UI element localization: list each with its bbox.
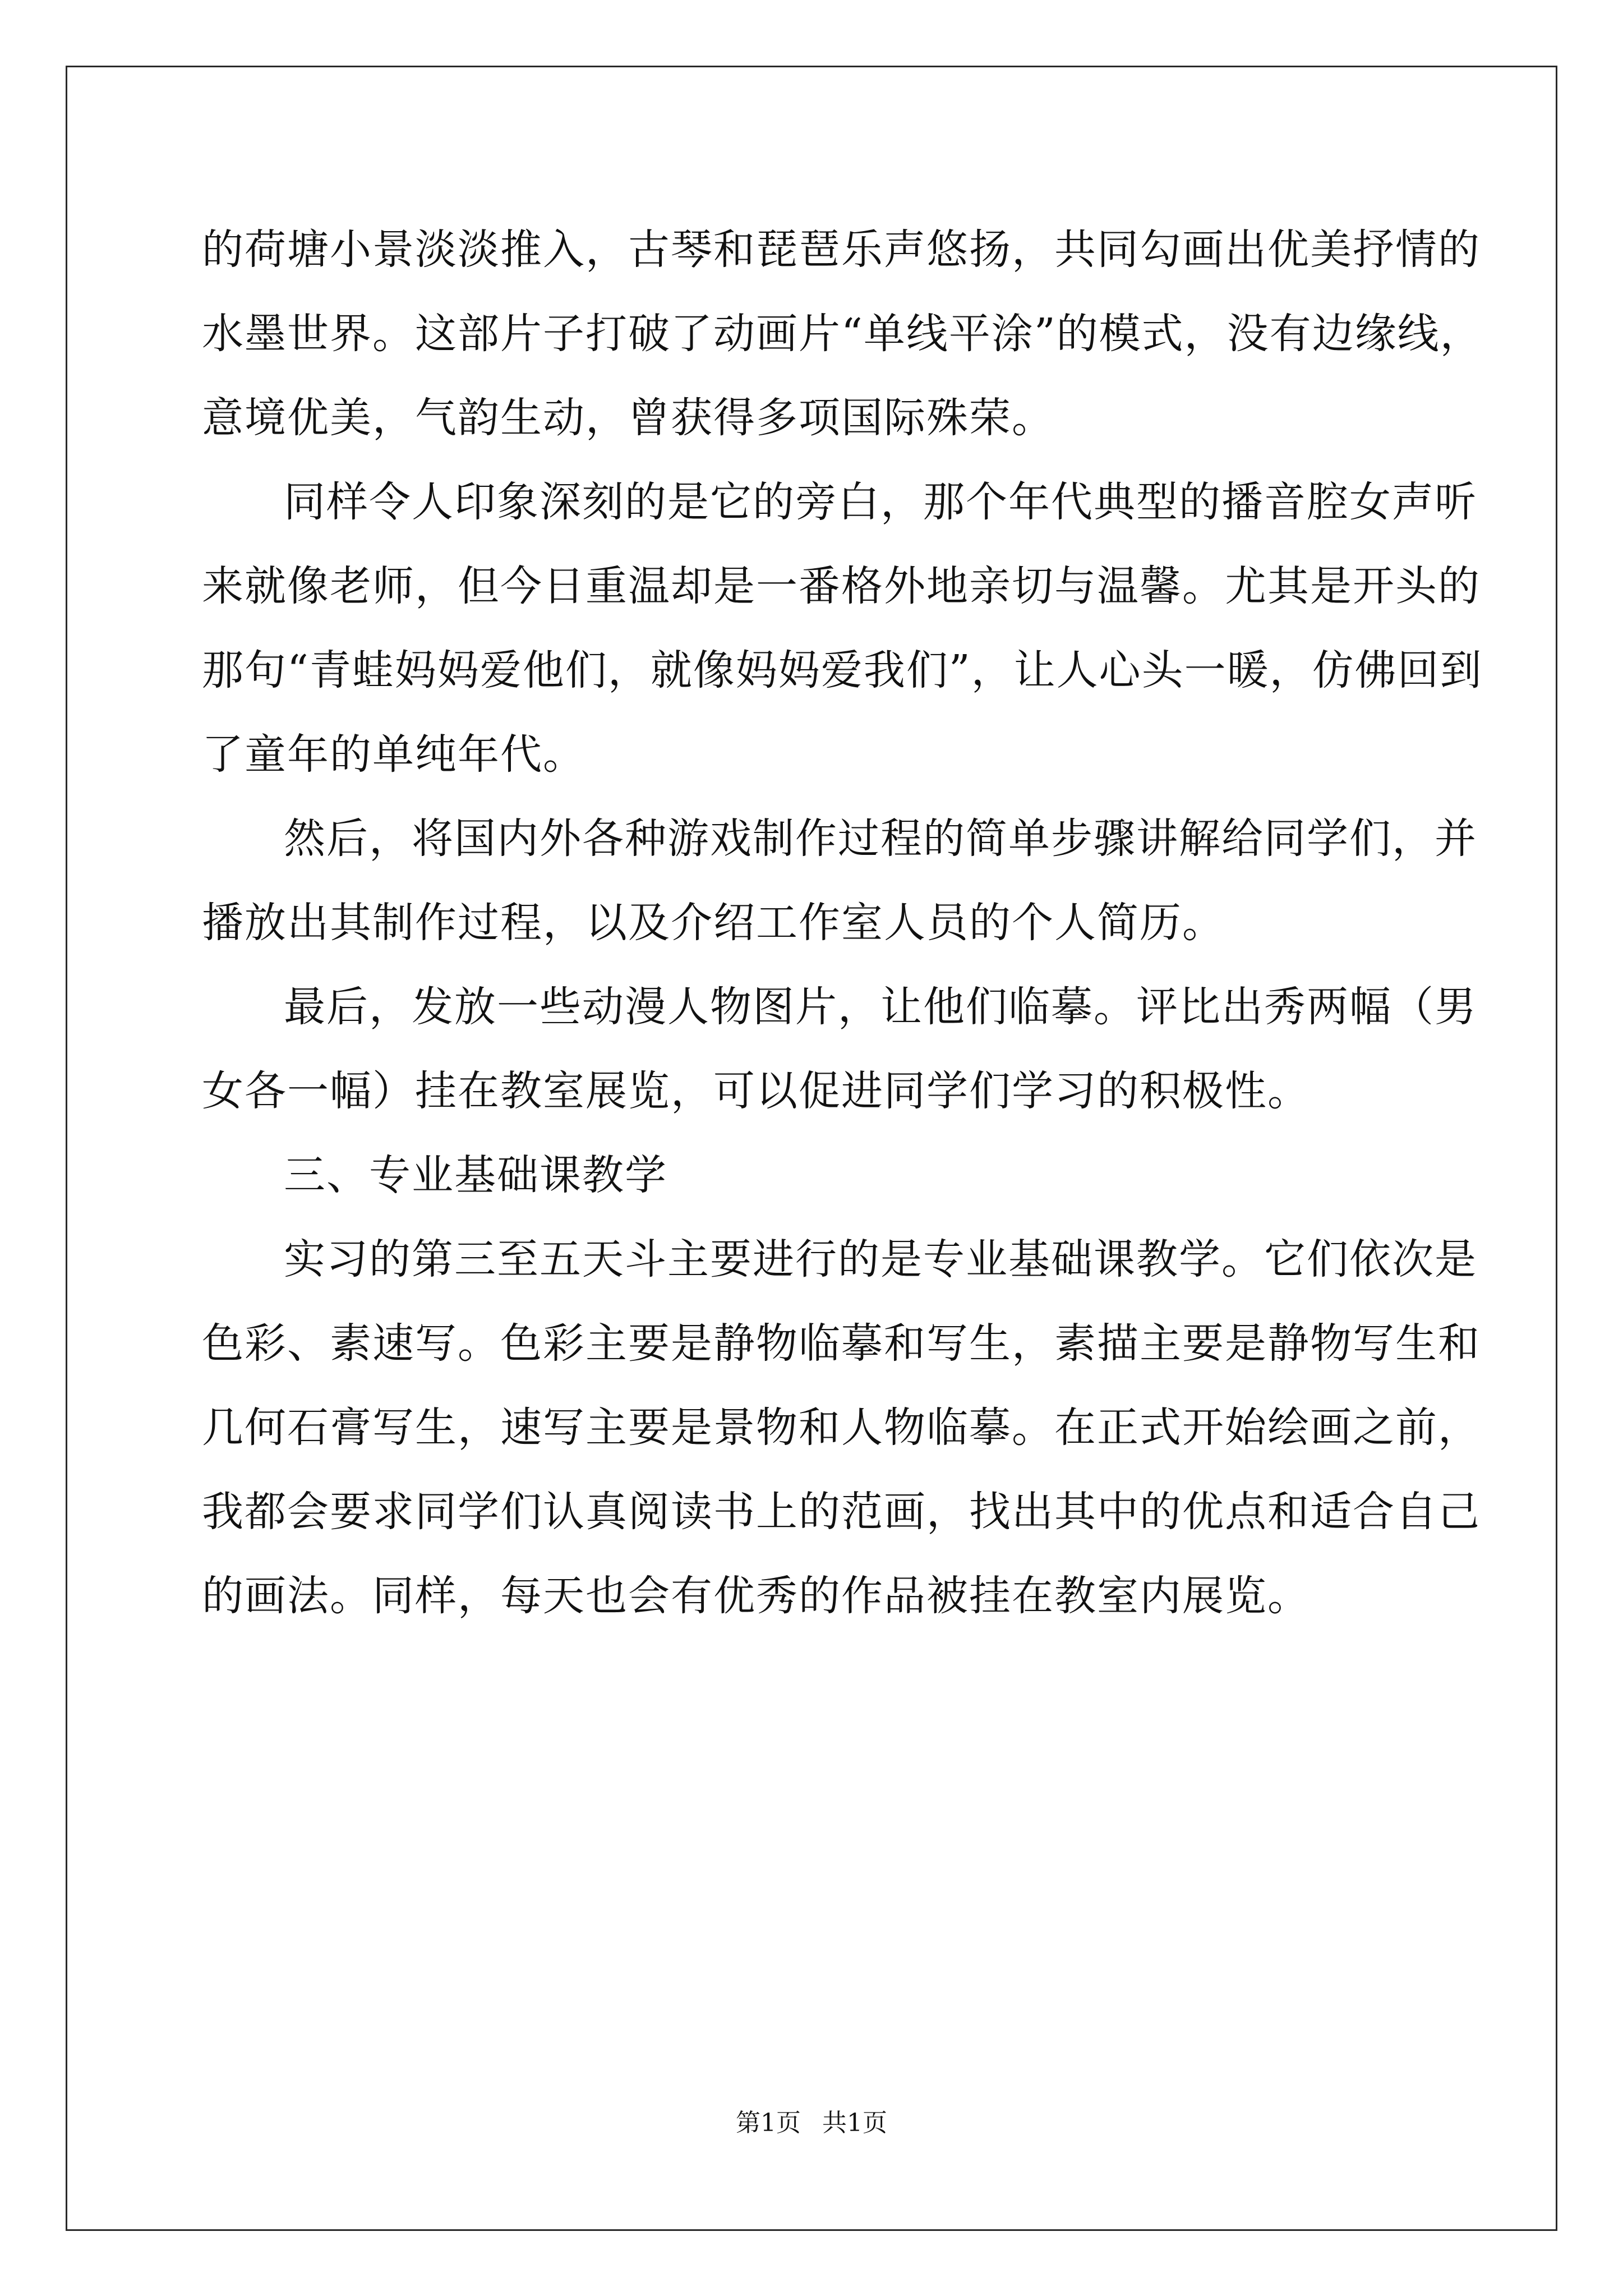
paragraph bbox=[202, 976, 1477, 1144]
page-number: 第1页 bbox=[736, 2109, 801, 2137]
paragraph bbox=[202, 471, 1483, 808]
heading-text: 三、专业基础课教学 bbox=[284, 1151, 667, 1199]
text-line: 最后，发放一些动漫人物图片，让他们临摹。评比出秀两幅（男 bbox=[284, 983, 1477, 1031]
text-line: 几何石膏写生，速写主要是景物和人物临摹。在正式开始绘画之前， bbox=[202, 1404, 1481, 1452]
text-line: 水墨世界。这部片子打破了动画片“单线平涂”的模式，没有边缘线， bbox=[202, 310, 1483, 358]
text-line: 来就像老师，但今日重温却是一番格外地亲切与温馨。尤其是开头的 bbox=[202, 562, 1481, 610]
text-line: 了童年的单纯年代。 bbox=[202, 730, 585, 779]
page-total: 共1页 bbox=[822, 2109, 887, 2137]
text-line: 播放出其制作过程，以及介绍工作室人员的个人简历。 bbox=[202, 899, 1225, 947]
text-line: 的荷塘小景淡淡推入，古琴和琵琶乐声悠扬，共同勾画出优美抒情的 bbox=[202, 226, 1481, 274]
document-body bbox=[202, 219, 1483, 1649]
text-line: 我都会要求同学们认真阅读书上的范画，找出其中的优点和适合自己 bbox=[202, 1488, 1481, 1536]
text-line: 色彩、素速写。色彩主要是静物临摹和写生，素描主要是静物写生和 bbox=[202, 1319, 1481, 1368]
text-line: 同样令人印象深刻的是它的旁白，那个年代典型的播音腔女声听 bbox=[284, 478, 1477, 526]
paragraph bbox=[202, 808, 1477, 976]
text-line: 然后，将国内外各种游戏制作过程的简单步骤讲解给同学们，并 bbox=[284, 815, 1477, 863]
text-line: 女各一幅）挂在教室展览，可以促进同学们学习的积极性。 bbox=[202, 1067, 1310, 1115]
page-footer bbox=[0, 2106, 1623, 2140]
text-line: 那句“青蛙妈妈爱他们，就像妈妈爱我们”，让人心头一暖，仿佛回到 bbox=[202, 646, 1483, 694]
text-line: 实习的第三至五天斗主要进行的是专业基础课教学。它们依次是 bbox=[284, 1235, 1477, 1283]
paragraph bbox=[202, 1228, 1481, 1649]
text-line: 的画法。同样，每天也会有优秀的作品被挂在教室内展览。 bbox=[202, 1572, 1310, 1620]
text-line: 意境优美，气韵生动，曾获得多项国际殊荣。 bbox=[202, 394, 1054, 442]
section-heading bbox=[202, 1144, 1436, 1228]
paragraph bbox=[202, 219, 1483, 471]
